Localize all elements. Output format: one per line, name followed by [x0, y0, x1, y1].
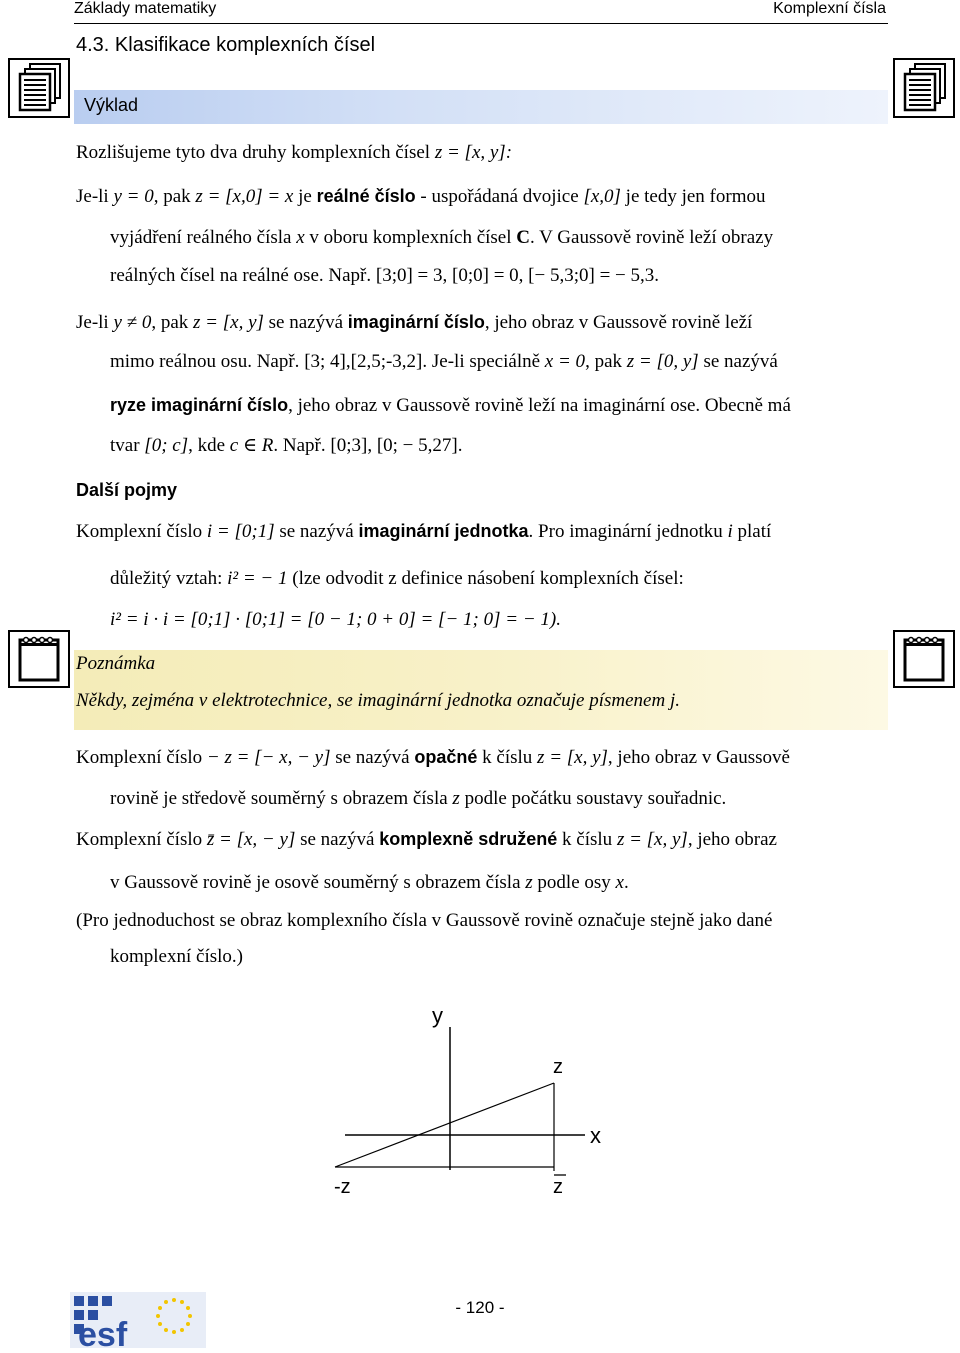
formula: x = 0 — [544, 351, 586, 372]
formula: y ≠ 0 — [113, 312, 152, 333]
notepad-icon — [893, 630, 955, 693]
formula: i = [0;1] — [206, 521, 275, 542]
header-left: Základy matematiky — [74, 0, 217, 17]
term-pure-imaginary: ryze imaginární číslo — [110, 395, 289, 415]
neg-z-point-label: -z — [334, 1176, 351, 1198]
formula: [0; c] — [144, 435, 189, 456]
text: . V Gaussově rovině leží obrazy — [530, 227, 774, 248]
z-point-label: z — [553, 1056, 563, 1078]
formula: x — [615, 872, 624, 893]
text: , kde — [188, 435, 230, 456]
text: . Např. — [273, 435, 331, 456]
text: Komplexní číslo — [76, 747, 207, 768]
text: , pak — [151, 312, 194, 333]
text: - uspořádaná dvojice — [415, 186, 584, 207]
text: . Je-li speciálně — [422, 351, 545, 372]
formula: z — [525, 872, 533, 893]
term-opposite: opačné — [414, 747, 478, 767]
formula: z = [x,0] = x — [195, 186, 294, 207]
text: k číslu — [557, 829, 617, 850]
p2-line-1 — [76, 184, 766, 209]
text: Komplexní číslo — [76, 521, 207, 542]
formula: [0;3], [0; − 5,27]. — [330, 435, 463, 456]
p3-line-2 — [110, 350, 778, 374]
p3-line-4 — [110, 434, 462, 458]
text: v oboru komplexních čísel — [304, 227, 517, 248]
text: tvar — [110, 435, 145, 456]
text: Komplexní číslo — [76, 829, 207, 850]
formula: − z = [− x, − y] — [206, 747, 331, 768]
p4-line-2 — [110, 567, 684, 591]
p7-line-2: komplexní číslo.) — [110, 946, 243, 967]
book-stack-icon — [893, 58, 955, 123]
formula: c ∈ R — [229, 435, 274, 456]
header-rule — [74, 23, 888, 24]
text: . — [675, 690, 680, 711]
p3-line-1 — [76, 310, 752, 335]
p5-line-2 — [110, 787, 726, 811]
formula: z = [0, y] — [626, 351, 699, 372]
set-c: C — [516, 227, 531, 248]
p4-line-1 — [76, 519, 771, 544]
text: se nazývá — [698, 351, 778, 372]
text: , jeho obraz v Gaussově rovině leží na imaginární ose. Obecně má — [288, 395, 791, 416]
text: . — [623, 872, 629, 893]
vyklad-band — [74, 90, 888, 124]
notepad-icon — [8, 630, 70, 693]
dalsi-pojmy-heading: Další pojmy — [76, 480, 178, 500]
formula: i² = − 1 — [227, 568, 288, 589]
text: rovině je středově souměrný s obrazem čísla — [110, 788, 453, 809]
formula: i — [727, 521, 733, 542]
formula: x — [296, 227, 305, 248]
p6-line-2 — [110, 871, 629, 895]
formula: [3; 4],[2,5;-3,2] — [304, 351, 423, 372]
text: je tedy jen formou — [620, 186, 766, 207]
section-title: 4.3. Klasifikace komplexních čísel — [76, 34, 376, 56]
formula: z = [x, y] — [193, 312, 264, 333]
poznamka-box — [74, 650, 888, 730]
text: se nazývá — [295, 829, 380, 850]
text: Je-li — [76, 186, 114, 207]
y-axis-label: y — [432, 1003, 443, 1028]
formula: [x,0] — [583, 186, 621, 207]
text: , jeho obraz v Gaussově — [607, 747, 790, 768]
p2-line-2 — [110, 226, 773, 250]
p3-line-3 — [110, 393, 791, 418]
text: , jeho obraz v Gaussově rovině leží — [484, 312, 753, 333]
term-conjugate: komplexně sdružené — [379, 829, 558, 849]
formula: z = [x, y] — [616, 829, 688, 850]
p1-formula: z = [x, y]: — [434, 142, 513, 163]
text: platí — [732, 521, 772, 542]
formula: y = 0 — [113, 186, 154, 207]
text: reálných čísel na reálné ose. Např. — [110, 265, 376, 286]
text: se nazývá — [330, 747, 415, 768]
formula: j — [669, 690, 676, 711]
text: se nazývá — [274, 521, 359, 542]
vyklad-label: Výklad — [84, 95, 139, 115]
text: k číslu — [477, 747, 538, 768]
gauss-plane-figure — [320, 975, 640, 1220]
text: vyjádření reálného čísla — [110, 227, 297, 248]
text: se nazývá — [263, 312, 348, 333]
text: podle počátku soustavy souřadnic. — [459, 788, 727, 809]
formula: [3;0] = 3, [0;0] = 0, [− 5,3;0] = − 5,3. — [375, 265, 660, 286]
text: důležitý vztah: — [110, 568, 228, 589]
poznamka-text — [76, 690, 680, 712]
p1-line — [76, 141, 512, 165]
text: mimo reálnou osu. Např. — [110, 351, 305, 372]
formula: z̄ = [x, − y] — [206, 829, 296, 850]
p2-line-3 — [110, 264, 659, 288]
header-right: Komplexní čísla — [773, 0, 886, 17]
text: Je-li — [76, 312, 114, 333]
poznamka-label: Poznámka — [76, 653, 156, 674]
term-imaginary-number: imaginární číslo — [347, 312, 485, 332]
segment-negz-z — [335, 1083, 554, 1167]
esf-logo-text: esf — [78, 1316, 128, 1348]
text: . Pro imaginární jednotku — [528, 521, 728, 542]
formula: z — [452, 788, 460, 809]
text: je — [293, 186, 317, 207]
p1-text: Rozlišujeme tyto dva druhy komplexních čísel — [76, 142, 435, 163]
p4-line-3: i² = i · i = [0;1] · [0;1] = [0 − 1; 0 + 0] = [− 1; 0] = − 1). — [110, 609, 561, 630]
x-axis-label: x — [590, 1123, 601, 1148]
text: , pak — [585, 351, 627, 372]
text: , jeho obraz — [687, 829, 777, 850]
page-number: - 120 - — [455, 1298, 505, 1317]
p5-line-1 — [76, 745, 790, 770]
book-stack-icon — [8, 58, 70, 123]
formula: z = [x, y] — [537, 747, 608, 768]
text: v Gaussově rovině je osově souměrný s obrazem čísla — [110, 872, 526, 893]
conj-point-label: z — [553, 1176, 563, 1198]
text: podle osy — [532, 872, 616, 893]
text: (lze odvodit z definice násobení komplexních čísel: — [287, 568, 684, 589]
term-real-number: reálné číslo — [316, 186, 416, 206]
text: , pak — [153, 186, 196, 207]
p6-line-1 — [76, 827, 777, 852]
term-imaginary-unit: imaginární jednotka — [358, 521, 529, 541]
text: Někdy, zejména v elektrotechnice, se imaginární jednotka označuje písmenem — [76, 690, 670, 711]
p7-line-1: (Pro jednoduchost se obraz komplexního čísla v Gaussově rovině označuje stejně jako dané — [76, 910, 773, 931]
